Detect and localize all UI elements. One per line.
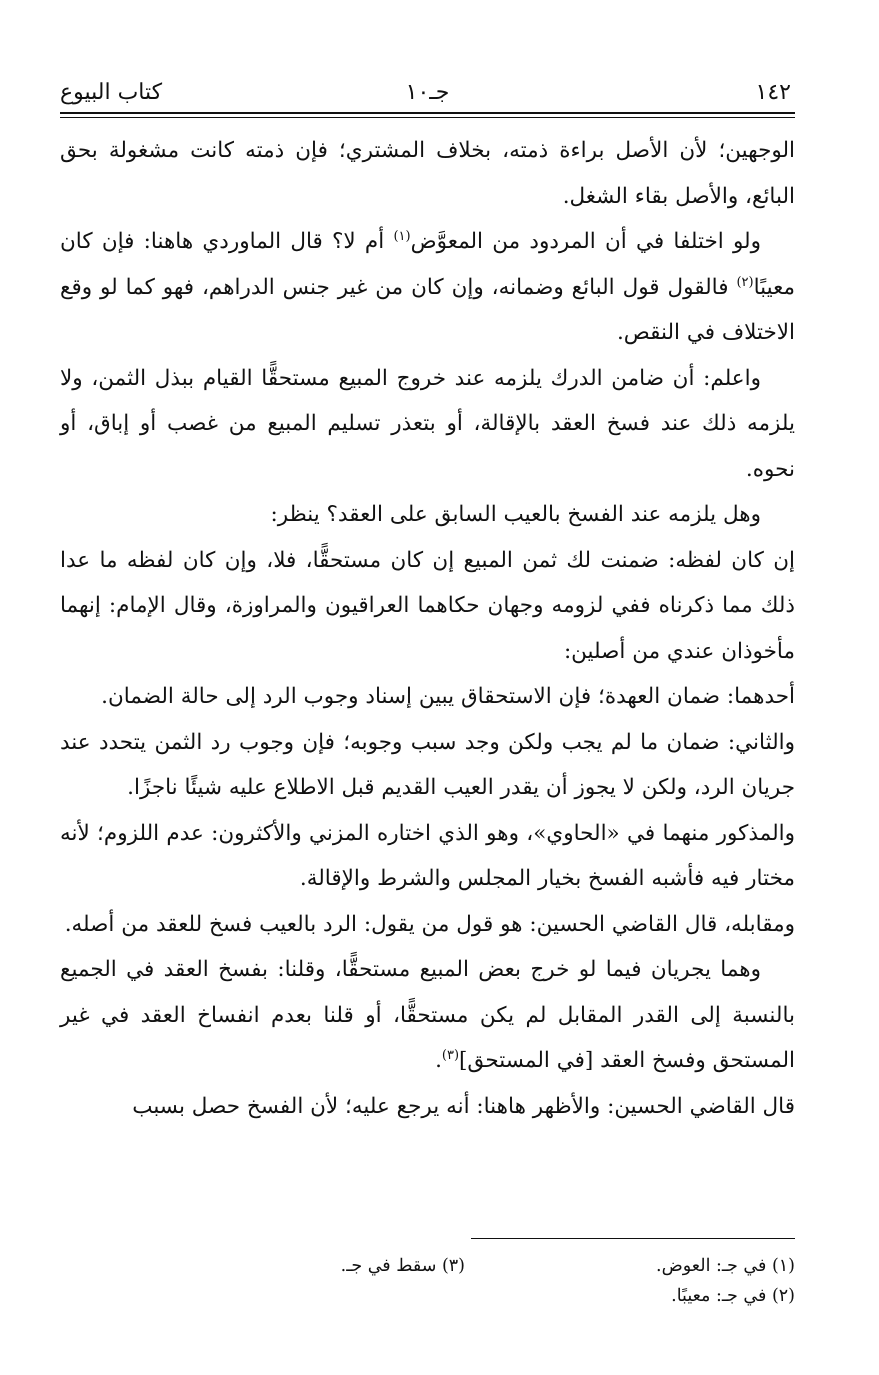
running-header (60, 66, 795, 110)
paragraph-text: إن كان لفظه: ضمنت لك ثمن المبيع إن كان مستحقًّا، فلا، وإن كان لفظه ما عدا ذلك مما ذكرناه ففي لزومه وجهان حكاهما العراقيون والمراوزة، وقال الإمام: إنهما مأخوذان عندي من أصلين: (60, 547, 795, 664)
footnote-text: في جـ: معيبًا. (671, 1286, 767, 1306)
page-number: ١٤٢ (755, 80, 791, 105)
paragraph (60, 674, 795, 720)
volume-label: جـ١٠ (405, 80, 450, 105)
paragraph-text: ومقابله، قال القاضي الحسين: هو قول من يقول: الرد بالعيب فسخ للعقد من أصله. (64, 911, 795, 937)
paragraph-text: فالقول قول البائع وضمانه، وإن كان من غير جنس الدراهم، فهو كما لو وقع الاختلاف في النقص. (60, 274, 795, 345)
paragraph-text: الوجهين؛ لأن الأصل براءة ذمته، بخلاف المشتري؛ فإن ذمته كانت مشغولة بحق البائع، والأصل بقاء الشغل. (60, 138, 795, 209)
paragraph (60, 356, 795, 493)
paragraph-text: والمذكور منهما في «الحاوي»، وهو الذي اختاره المزني والأكثرون: عدم اللزوم؛ لأنه مختار فيه فأشبه الفسخ بخيار المجلس والشرط والإقالة. (60, 820, 795, 891)
paragraph-text: والثاني: ضمان ما لم يجب ولكن وجد سبب وجوبه؛ فإن وجوب رد الثمن يتحدد عند جريان الرد، ولكن لا يجوز أن يقدر العيب القديم قبل الاطلاع عليه شيئًا ناجزًا. (60, 729, 795, 800)
body-text (60, 128, 795, 1129)
book-page (60, 66, 795, 1375)
paragraph (60, 902, 795, 948)
book-title: كتاب البيوع (60, 80, 163, 105)
paragraph (60, 219, 795, 356)
header-rule (60, 112, 795, 114)
paragraph-text: وهما يجريان فيما لو خرج بعض المبيع مستحقًّا، وقلنا: بفسخ العقد في الجميع بالنسبة إلى القدر المقابل لم يكن مستحقًّا، أو قلنا بعدم انفساخ العقد في غير المستحق وفسخ العقد [في المستحق] (60, 957, 795, 1073)
paragraph-text: قال القاضي الحسين: والأظهر هاهنا: أنه يرجع عليه؛ لأن الفسخ حصل بسبب (132, 1093, 795, 1119)
header-rule-thin (60, 117, 795, 118)
footnote-ref: (٢) (736, 274, 754, 290)
paragraph (60, 720, 795, 811)
paragraph (60, 1084, 795, 1130)
paragraph (60, 128, 795, 219)
paragraph (60, 538, 795, 675)
footnote-number: (٣) (441, 1256, 465, 1276)
footnote-text: في جـ: العوض. (656, 1256, 767, 1276)
paragraph-text: وهل يلزمه عند الفسخ بالعيب السابق على العقد؟ ينظر: (270, 502, 761, 527)
footnote-rule (471, 1238, 795, 1239)
footnote-ref: (٣) (441, 1047, 460, 1063)
paragraph (60, 811, 795, 902)
footnote (341, 1252, 465, 1280)
footnote-number: (٢) (771, 1286, 795, 1306)
paragraph (60, 947, 795, 1084)
paragraph-text: أم لا؟ قال الماوردي هاهنا: فإن كان معيبًا (60, 229, 795, 300)
footnote (671, 1282, 795, 1310)
footnote-number: (١) (771, 1256, 795, 1276)
paragraph (60, 492, 795, 538)
paragraph-text: ولو اختلفا في أن المردود من المعوَّض (410, 229, 761, 254)
footnote-ref: (١) (393, 228, 411, 244)
paragraph-text: أحدهما: ضمان العهدة؛ فإن الاستحقاق يبين إسناد وجوب الرد إلى حالة الضمان. (101, 684, 795, 709)
footnote-text: سقط في جـ. (340, 1256, 437, 1276)
paragraph-text: واعلم: أن ضامن الدرك يلزمه عند خروج المبيع مستحقًّا القيام ببذل الثمن، ولا يلزمه ذلك عند فسخ العقد بالإقالة، أو بتعذر تسليم المبيع من غصب أو إباق، أو نحوه. (60, 365, 795, 482)
paragraph-text: . (435, 1048, 442, 1073)
footnote (656, 1252, 795, 1280)
